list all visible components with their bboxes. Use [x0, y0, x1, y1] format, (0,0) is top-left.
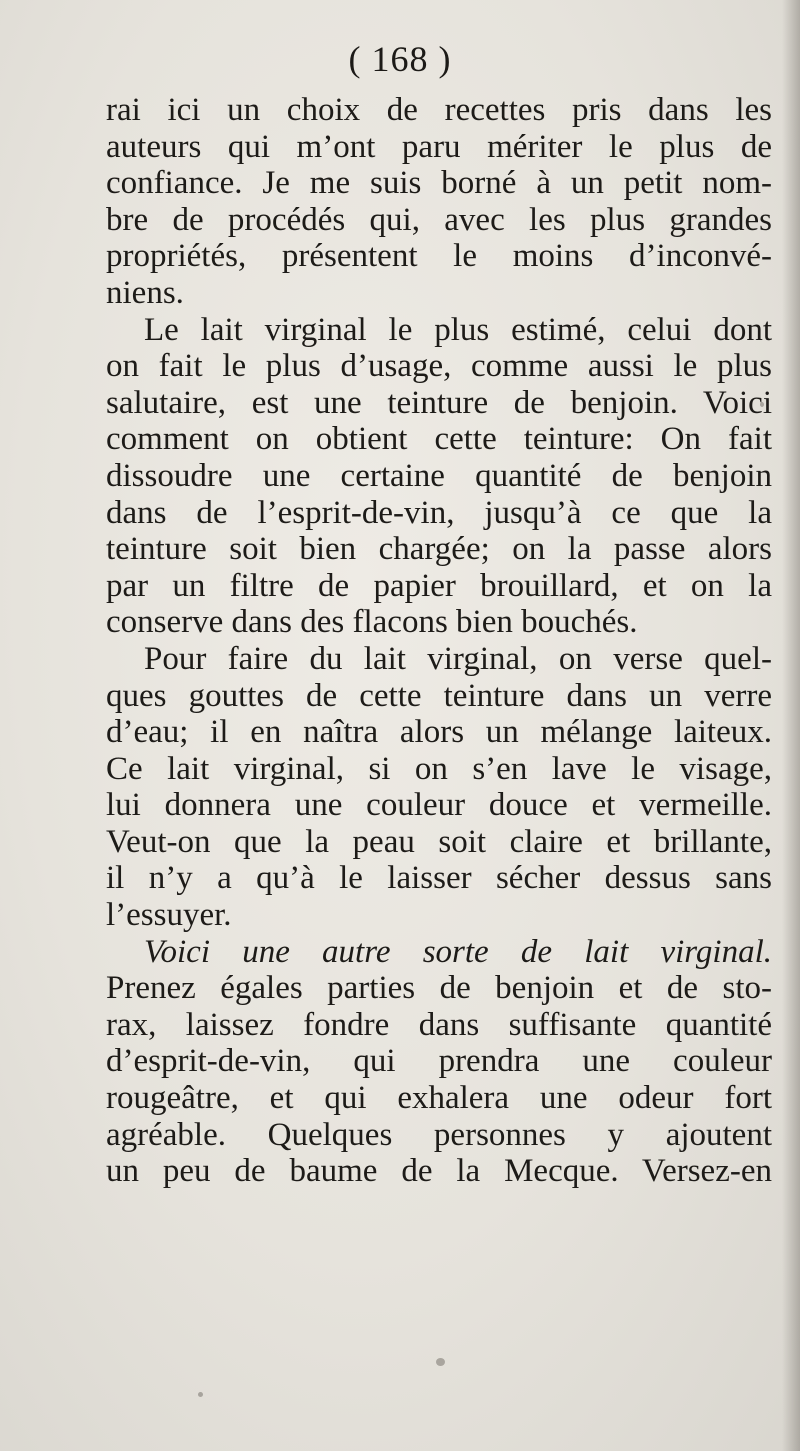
text-line: on fait le plus d’usage, comme aussi le plus — [106, 348, 772, 385]
text-line: salutaire, est une teinture de benjoin. Voici — [106, 384, 772, 421]
text-line: dans de l’esprit-de-vin, jusqu’à ce que la — [106, 494, 772, 531]
page-edge-shadow — [782, 0, 800, 1451]
text-line: comment on obtient cette teinture: On fait — [106, 421, 772, 458]
paper-speck — [198, 1392, 203, 1397]
text-line: agréable. Quelques personnes y ajoutent — [106, 1116, 772, 1153]
text-line: confiance. Je me suis borné à un petit nom- — [106, 165, 772, 202]
text-line: lui donnera une couleur douce et vermeille. — [106, 787, 772, 824]
text-line: auteurs qui m’ont paru mériter le plus de — [106, 128, 772, 165]
text-line: d’esprit-de-vin, qui prendra une couleur — [106, 1043, 772, 1080]
paper-speck — [436, 1358, 445, 1366]
text-line: rougeâtre, et qui exhalera une odeur fort — [106, 1080, 772, 1117]
text-line: rax, laissez fondre dans suffisante quantité — [106, 1006, 772, 1043]
text-line: Veut-on que la peau soit claire et brillante, — [106, 823, 772, 860]
text-line: conserve dans des flacons bien bouchés. — [106, 604, 638, 641]
text-line: niens. — [106, 274, 184, 311]
text-line: Le lait virginal le plus estimé, celui dont — [144, 311, 772, 348]
text-line: un peu de baume de la Mecque. Versez-en — [106, 1153, 772, 1190]
text-line: d’eau; il en naîtra alors un mélange laiteux. — [106, 714, 772, 751]
text-line: rai ici un choix de recettes pris dans les — [106, 92, 772, 128]
text-line: dissoudre une certaine quantité de benjoin — [106, 457, 772, 494]
text-line: teinture soit bien chargée; on la passe alors — [106, 531, 772, 568]
text-line: Pour faire du lait virginal, on verse quel- — [144, 640, 772, 677]
text-line: il n’y a qu’à le laisser sécher dessus sans — [106, 860, 772, 897]
text-line: propriétés, présentent le moins d’inconvé- — [106, 238, 772, 275]
text-line: l’essuyer. — [106, 897, 232, 934]
page-number: ( 168 ) — [348, 39, 452, 79]
paper-speck — [760, 402, 764, 407]
text-line: bre de procédés qui, avec les plus grandes — [106, 201, 772, 238]
body-text — [106, 92, 772, 1190]
text-line: ques gouttes de cette teinture dans un verre — [106, 677, 772, 714]
text-line: par un filtre de papier brouillard, et on la — [106, 567, 772, 604]
text-line: Prenez égales parties de benjoin et de sto- — [106, 970, 772, 1007]
text-line: Voici une autre sorte de lait virginal. — [144, 933, 772, 970]
text-line: Ce lait virginal, si on s’en lave le visage, — [106, 750, 772, 787]
